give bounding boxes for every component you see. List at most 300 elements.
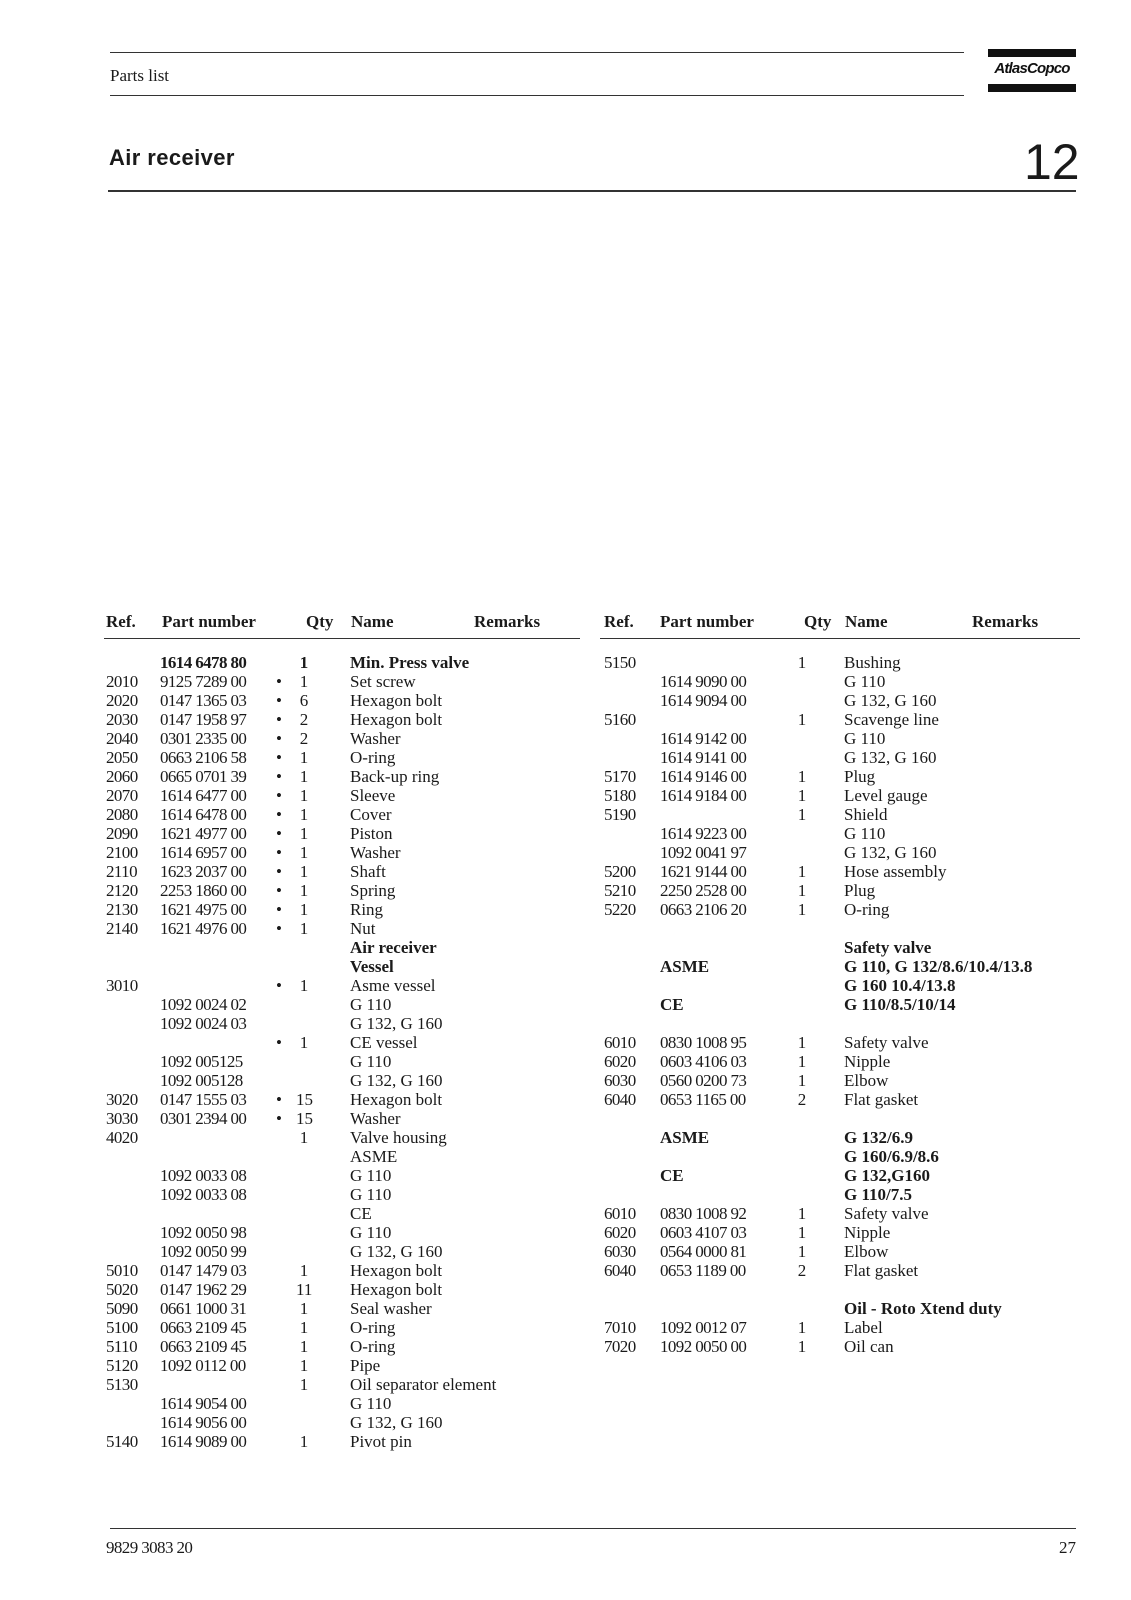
name-cell: Shaft [350, 862, 386, 881]
name-cell: Safety valve [844, 938, 932, 957]
part-number-cell: 1092 0024 02 [160, 995, 247, 1014]
name-cell: G 110 [350, 1185, 392, 1204]
name-cell: G 132, G 160 [844, 843, 937, 862]
ref-cell: 6020 [604, 1052, 636, 1071]
table-row [600, 1109, 1080, 1128]
footer-rule [110, 1528, 1076, 1529]
part-number-cell: 1614 9141 00 [660, 748, 747, 767]
table-row [600, 938, 1080, 957]
table-row [600, 1033, 1080, 1052]
table-row [600, 1014, 1080, 1033]
logo-text: AtlasCopco [994, 60, 1070, 77]
ref-cell: 2100 [106, 843, 138, 862]
ref-cell: 4020 [106, 1128, 138, 1147]
part-number-cell: 1621 4977 00 [160, 824, 247, 843]
kit-bullet: • [276, 729, 282, 748]
qty-cell: 1 [797, 710, 807, 729]
table-row [600, 1280, 1080, 1299]
name-cell: Asme vessel [350, 976, 436, 995]
name-cell: Ring [350, 900, 384, 919]
ref-cell: 5160 [604, 710, 636, 729]
qty-cell: 1 [299, 1432, 309, 1451]
standard-code-cell: ASME [660, 957, 710, 976]
ref-cell: 5020 [106, 1280, 138, 1299]
table-row [104, 1318, 580, 1337]
part-number-cell: 1614 9184 00 [660, 786, 747, 805]
name-cell: G 110 [350, 1394, 392, 1413]
qty-cell: 1 [299, 1337, 309, 1356]
parts-table-left [104, 612, 580, 1451]
part-number-cell: 1092 0050 99 [160, 1242, 247, 1261]
table-row [104, 805, 580, 824]
header-remarks: Remarks [972, 612, 1039, 631]
kit-bullet: • [276, 748, 282, 767]
name-cell: Plug [844, 881, 876, 900]
ref-cell: 6030 [604, 1242, 636, 1261]
table-row [104, 1242, 580, 1261]
section-title: Air receiver [109, 145, 235, 170]
table-row [600, 748, 1080, 767]
ref-cell: 3020 [106, 1090, 138, 1109]
qty-cell: 1 [797, 653, 807, 672]
name-cell: Hexagon bolt [350, 1280, 443, 1299]
name-cell: Elbow [844, 1071, 889, 1090]
name-cell: G 132, G 160 [844, 748, 937, 767]
table-row [104, 691, 580, 710]
ref-cell: 6010 [604, 1204, 636, 1223]
name-cell: CE vessel [350, 1033, 418, 1052]
name-cell: O-ring [844, 900, 890, 919]
document-label: Parts list [110, 66, 170, 85]
qty-cell: 1 [299, 1375, 309, 1394]
name-cell: G 110 [844, 672, 886, 691]
name-cell: Seal washer [350, 1299, 432, 1318]
table-row [104, 710, 580, 729]
part-number-cell: 1092 0050 00 [660, 1337, 747, 1356]
name-cell: Bushing [844, 653, 901, 672]
table-row [104, 824, 580, 843]
name-cell: G 132, G 160 [844, 691, 937, 710]
ref-cell: 5090 [106, 1299, 138, 1318]
name-cell: Cover [350, 805, 392, 824]
ref-cell: 7010 [604, 1318, 636, 1337]
part-number-cell: 0564 0000 81 [660, 1242, 747, 1261]
kit-bullet: • [276, 1109, 282, 1128]
ref-cell: 3010 [106, 976, 138, 995]
table-row [600, 1318, 1080, 1337]
part-number-cell: 1092 0024 03 [160, 1014, 247, 1033]
part-number-cell: 1614 9056 00 [160, 1413, 247, 1432]
qty-cell: 2 [299, 729, 309, 748]
table-row [104, 1394, 580, 1413]
qty-cell: 1 [797, 862, 807, 881]
qty-cell: 1 [299, 767, 309, 786]
qty-cell: 1 [299, 1033, 309, 1052]
table-row [600, 1090, 1080, 1109]
ref-cell: 2120 [106, 881, 138, 900]
part-number-cell: 1623 2037 00 [160, 862, 247, 881]
table-row [104, 1261, 580, 1280]
ref-cell: 2110 [106, 862, 137, 881]
table-row [104, 1014, 580, 1033]
table-row [104, 1128, 580, 1147]
standard-code-cell: ASME [660, 1128, 710, 1147]
name-cell: Hexagon bolt [350, 1261, 443, 1280]
qty-cell: 1 [797, 1052, 807, 1071]
name-cell: Back-up ring [350, 767, 440, 786]
part-number-cell: 0603 4107 03 [660, 1223, 747, 1242]
qty-cell: 15 [296, 1090, 313, 1109]
qty-cell: 6 [299, 691, 309, 710]
qty-cell: 1 [299, 919, 309, 938]
qty-cell: 1 [797, 767, 807, 786]
ref-cell: 5010 [106, 1261, 138, 1280]
part-number-cell: 1092 0050 98 [160, 1223, 247, 1242]
table-row [600, 900, 1080, 919]
qty-cell: 1 [299, 843, 309, 862]
name-cell: G 132, G 160 [350, 1014, 443, 1033]
kit-bullet: • [276, 710, 282, 729]
table-row [600, 881, 1080, 900]
table-row [600, 805, 1080, 824]
table-row [600, 824, 1080, 843]
name-cell: Nipple [844, 1223, 891, 1242]
table-row [104, 1223, 580, 1242]
table-row [104, 1375, 580, 1394]
part-number-cell: 0663 2109 45 [160, 1318, 247, 1337]
parts-table-right [600, 612, 1080, 1356]
part-number-cell: 1092 005125 [160, 1052, 243, 1071]
name-cell: Flat gasket [844, 1261, 919, 1280]
part-number-cell: 1614 9146 00 [660, 767, 747, 786]
document-number: 9829 3083 20 [106, 1538, 193, 1557]
table-row [600, 957, 1080, 976]
title-rule [108, 190, 1076, 192]
table-row [104, 1204, 580, 1223]
part-number-cell: 0147 1365 03 [160, 691, 247, 710]
name-cell: Oil can [844, 1337, 894, 1356]
table-row [600, 976, 1080, 995]
part-number-cell: 9125 7289 00 [160, 672, 247, 691]
table-body [104, 653, 580, 1451]
part-number-cell: 0663 2106 20 [660, 900, 747, 919]
table-row [600, 862, 1080, 881]
header-ref: Ref. [604, 612, 634, 631]
qty-cell: 1 [299, 786, 309, 805]
part-number-cell: 1621 4975 00 [160, 900, 247, 919]
standard-code-cell: CE [660, 995, 684, 1014]
table-row [104, 881, 580, 900]
part-number-cell: 0147 1962 29 [160, 1280, 247, 1299]
ref-cell: 5170 [604, 767, 636, 786]
header-ref: Ref. [106, 612, 136, 631]
ref-cell: 5210 [604, 881, 636, 900]
table-row [104, 862, 580, 881]
ref-cell: 2130 [106, 900, 138, 919]
qty-cell: 15 [296, 1109, 313, 1128]
table-row [600, 919, 1080, 938]
ref-cell: 5140 [106, 1432, 138, 1451]
name-cell: Shield [844, 805, 888, 824]
name-cell: Oil - Roto Xtend duty [844, 1299, 1002, 1318]
name-cell: G 132, G 160 [350, 1242, 443, 1261]
name-cell: Oil separator element [350, 1375, 497, 1394]
ref-cell: 5110 [106, 1337, 137, 1356]
qty-cell: 1 [797, 1337, 807, 1356]
table-row [104, 976, 580, 995]
table-row [600, 1071, 1080, 1090]
name-cell: Vessel [350, 957, 394, 976]
table-header [104, 612, 580, 639]
part-number-cell: 0147 1958 97 [160, 710, 247, 729]
table-row [600, 995, 1080, 1014]
ref-cell: 6020 [604, 1223, 636, 1242]
kit-bullet: • [276, 1033, 282, 1052]
ref-cell: 5220 [604, 900, 636, 919]
kit-bullet: • [276, 767, 282, 786]
name-cell: Hexagon bolt [350, 1090, 443, 1109]
part-number-cell: 1614 6957 00 [160, 843, 247, 862]
name-cell: Plug [844, 767, 876, 786]
name-cell: G 160/6.9/8.6 [844, 1147, 939, 1166]
qty-cell: 1 [299, 900, 309, 919]
qty-cell: 1 [797, 786, 807, 805]
table-row [104, 653, 580, 672]
ref-cell: 2070 [106, 786, 138, 805]
kit-bullet: • [276, 976, 282, 995]
name-cell: G 110 [844, 729, 886, 748]
qty-cell: 2 [797, 1261, 807, 1280]
ref-cell: 5130 [106, 1375, 138, 1394]
table-row [104, 957, 580, 976]
table-row [104, 1109, 580, 1128]
qty-cell: 1 [797, 881, 807, 900]
table-row [104, 729, 580, 748]
table-row [600, 1299, 1080, 1318]
name-cell: G 110/7.5 [844, 1185, 913, 1204]
qty-cell: 2 [299, 710, 309, 729]
header-qty: Qty [306, 612, 334, 631]
part-number-cell: 1614 9094 00 [660, 691, 747, 710]
table-row [104, 1280, 580, 1299]
name-cell: O-ring [350, 1318, 396, 1337]
kit-bullet: • [276, 824, 282, 843]
brand-logo [988, 49, 1076, 93]
ref-cell: 2010 [106, 672, 138, 691]
part-number-cell: 1092 005128 [160, 1071, 243, 1090]
name-cell: Nut [350, 919, 376, 938]
ref-cell: 2140 [106, 919, 138, 938]
part-number-cell: 1614 6477 00 [160, 786, 247, 805]
qty-cell: 1 [299, 805, 309, 824]
kit-bullet: • [276, 881, 282, 900]
name-cell: G 110 [350, 1223, 392, 1242]
table-row [600, 1166, 1080, 1185]
part-number-cell: 0301 2335 00 [160, 729, 247, 748]
part-number-cell: 0560 0200 73 [660, 1071, 747, 1090]
table-row [104, 900, 580, 919]
ref-cell: 6040 [604, 1261, 636, 1280]
part-number-cell: 0663 2106 58 [160, 748, 247, 767]
chapter-number: 12 [1024, 134, 1080, 190]
ref-cell: 2040 [106, 729, 138, 748]
part-number-cell: 1614 9223 00 [660, 824, 747, 843]
name-cell: Air receiver [350, 938, 437, 957]
qty-cell: 1 [797, 1318, 807, 1337]
part-number-cell: 2250 2528 00 [660, 881, 747, 900]
name-cell: Safety valve [844, 1204, 929, 1223]
name-cell: G 110 [350, 995, 392, 1014]
part-number-cell: 0661 1000 31 [160, 1299, 247, 1318]
name-cell: Spring [350, 881, 396, 900]
name-cell: O-ring [350, 748, 396, 767]
header-qty: Qty [804, 612, 832, 631]
qty-cell: 1 [299, 824, 309, 843]
name-cell: G 132/6.9 [844, 1128, 913, 1147]
name-cell: Level gauge [844, 786, 928, 805]
qty-cell: 1 [797, 900, 807, 919]
qty-cell: 1 [797, 1033, 807, 1052]
part-number-cell: 0830 1008 92 [660, 1204, 747, 1223]
table-row [104, 1432, 580, 1451]
part-number-cell: 1614 9054 00 [160, 1394, 247, 1413]
table-row [600, 786, 1080, 805]
header-rule-top [110, 52, 964, 53]
qty-cell: 11 [296, 1280, 313, 1299]
table-row [600, 1052, 1080, 1071]
header-part-number: Part number [162, 612, 256, 631]
ref-cell: 6010 [604, 1033, 636, 1052]
name-cell: Scavenge line [844, 710, 939, 729]
part-number-cell: 1614 9090 00 [660, 672, 747, 691]
name-cell: G 110/8.5/10/14 [844, 995, 956, 1014]
kit-bullet: • [276, 862, 282, 881]
ref-cell: 6040 [604, 1090, 636, 1109]
table-row [104, 1147, 580, 1166]
kit-bullet: • [276, 843, 282, 862]
kit-bullet: • [276, 919, 282, 938]
kit-bullet: • [276, 672, 282, 691]
qty-cell: 1 [797, 1223, 807, 1242]
ref-cell: 5180 [604, 786, 636, 805]
table-row [600, 1204, 1080, 1223]
table-row [600, 710, 1080, 729]
part-number-cell: 1621 9144 00 [660, 862, 747, 881]
qty-cell: 1 [299, 653, 309, 672]
table-row [104, 843, 580, 862]
header-name: Name [351, 612, 394, 631]
qty-cell: 1 [299, 881, 309, 900]
table-row [600, 672, 1080, 691]
ref-cell: 5150 [604, 653, 636, 672]
kit-bullet: • [276, 691, 282, 710]
qty-cell: 1 [299, 1128, 309, 1147]
header-remarks: Remarks [474, 612, 541, 631]
ref-cell: 5200 [604, 862, 636, 881]
part-number-cell: 0653 1165 00 [660, 1090, 746, 1109]
table-row [600, 1128, 1080, 1147]
qty-cell: 2 [797, 1090, 807, 1109]
name-cell: G 132,G160 [844, 1166, 930, 1185]
name-cell: Hexagon bolt [350, 691, 443, 710]
name-cell: G 110 [844, 824, 886, 843]
table-row [104, 1299, 580, 1318]
kit-bullet: • [276, 900, 282, 919]
ref-cell: 2090 [106, 824, 138, 843]
ref-cell: 6030 [604, 1071, 636, 1090]
name-cell: Hose assembly [844, 862, 947, 881]
name-cell: Set screw [350, 672, 416, 691]
table-row [600, 767, 1080, 786]
part-number-cell: 1621 4976 00 [160, 919, 247, 938]
header-name: Name [845, 612, 888, 631]
page-number: 27 [1059, 1538, 1076, 1557]
name-cell: Pivot pin [350, 1432, 412, 1451]
table-row [600, 729, 1080, 748]
part-number-cell: 0663 2109 45 [160, 1337, 247, 1356]
table-row [104, 1071, 580, 1090]
part-number-cell: 0301 2394 00 [160, 1109, 247, 1128]
kit-bullet: • [276, 786, 282, 805]
name-cell: G 132, G 160 [350, 1413, 443, 1432]
name-cell: O-ring [350, 1337, 396, 1356]
header-rule-bottom [110, 95, 964, 96]
table-row [104, 919, 580, 938]
header-part-number: Part number [660, 612, 754, 631]
qty-cell: 1 [299, 1261, 309, 1280]
table-row [104, 748, 580, 767]
table-row [104, 1337, 580, 1356]
name-cell: Safety valve [844, 1033, 929, 1052]
part-number-cell: 0147 1479 03 [160, 1261, 247, 1280]
ref-cell: 2060 [106, 767, 138, 786]
table-row [104, 1166, 580, 1185]
table-row [600, 1261, 1080, 1280]
table-row [600, 1185, 1080, 1204]
ref-cell: 2030 [106, 710, 138, 729]
table-row [104, 938, 580, 957]
part-number-cell: 0665 0701 39 [160, 767, 247, 786]
name-cell: Label [844, 1318, 883, 1337]
kit-bullet: • [276, 1090, 282, 1109]
qty-cell: 1 [299, 862, 309, 881]
qty-cell: 1 [797, 1071, 807, 1090]
name-cell: Elbow [844, 1242, 889, 1261]
ref-cell: 2050 [106, 748, 138, 767]
part-number-cell: 0830 1008 95 [660, 1033, 747, 1052]
name-cell: Piston [350, 824, 393, 843]
table-row [104, 995, 580, 1014]
table-row [104, 1090, 580, 1109]
part-number-cell: 1092 0112 00 [160, 1356, 246, 1375]
table-row [104, 1052, 580, 1071]
table-row [600, 1242, 1080, 1261]
qty-cell: 1 [299, 1318, 309, 1337]
table-header [600, 612, 1080, 639]
ref-cell: 5120 [106, 1356, 138, 1375]
table-row [600, 691, 1080, 710]
name-cell: Washer [350, 1109, 401, 1128]
part-number-cell: 1092 0012 07 [660, 1318, 747, 1337]
table-row [104, 1185, 580, 1204]
part-number-cell: 2253 1860 00 [160, 881, 247, 900]
kit-bullet: • [276, 805, 282, 824]
table-row [104, 1413, 580, 1432]
part-number-cell: 0603 4106 03 [660, 1052, 747, 1071]
name-cell: G 110, G 132/8.6/10.4/13.8 [844, 957, 1033, 976]
name-cell: Sleeve [350, 786, 396, 805]
name-cell: Pipe [350, 1356, 381, 1375]
